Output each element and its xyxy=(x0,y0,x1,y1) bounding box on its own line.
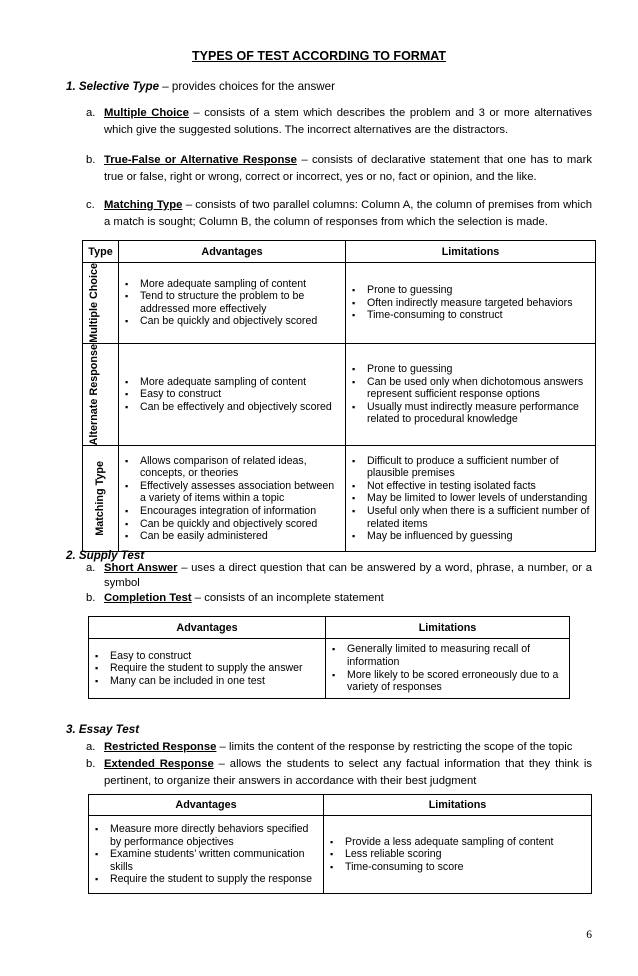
section-2-name: Supply Test xyxy=(78,549,145,562)
section-1-number: 1. xyxy=(66,80,76,93)
item-label: b. xyxy=(86,758,96,770)
section-1-item-c xyxy=(86,197,592,230)
header-limitations: Limitations xyxy=(346,241,596,263)
section-1-heading xyxy=(66,80,335,93)
list-item: ▪ Generally limited to measuring recall of information xyxy=(329,643,566,668)
item-label: c. xyxy=(86,199,95,211)
list-item: ▪ Usually must indirectly measure performance related to procedural knowledge xyxy=(349,401,592,426)
header-advantages: Advantages xyxy=(119,241,346,263)
list-item: ▪ Encourages integration of information xyxy=(122,505,342,518)
list-item: ▪ Can be quickly and objectively scored xyxy=(122,518,342,531)
list-item: ▪ Can be used only when dichotomous answers represent sufficient response options xyxy=(349,376,592,401)
item-label: b. xyxy=(86,154,96,166)
list-item: ▪ Useful only when there is a sufficient number of related items xyxy=(349,505,592,530)
section-3-item-b xyxy=(86,756,592,789)
list-item: ▪ Measure more directly behaviors specified by performance objectives xyxy=(92,823,320,848)
item-term: Matching Type xyxy=(104,199,183,211)
item-label: a. xyxy=(86,562,96,574)
list-item: ▪ May be limited to lower levels of understanding xyxy=(349,492,592,505)
item-term: True-False or Alternative Response xyxy=(104,154,297,166)
table-row xyxy=(83,263,596,344)
table-row xyxy=(89,639,570,699)
item-desc: – allows the students to select any factual information that they think is pertinent, to organize their answers in accordance with their best judgment xyxy=(104,758,592,787)
list-item: ▪ Time-consuming to score xyxy=(327,861,588,874)
item-label: a. xyxy=(86,741,96,753)
section-3-name: Essay Test xyxy=(78,723,140,736)
page-number: 6 xyxy=(586,929,592,941)
item-desc: – consists of declarative statement that one has to mark true or false, right or wrong, correct or incorrect, yes or no, fact or opinion, and the like. xyxy=(104,154,592,183)
header-advantages: Advantages xyxy=(89,795,324,816)
list-item: ▪ May be influenced by guessing xyxy=(349,530,592,543)
list-item: ▪ Effectively assesses association between a variety of items within a topic xyxy=(122,480,342,505)
list-item: ▪ Often indirectly measure targeted behaviors xyxy=(349,297,592,310)
header-limitations: Limitations xyxy=(326,617,570,639)
list-item: ▪ Allows comparison of related ideas, concepts, or theories xyxy=(122,455,342,480)
list-item: ▪ Easy to construct xyxy=(122,388,342,401)
section-3-heading xyxy=(66,723,139,736)
row-type: Alternate Response xyxy=(87,343,100,446)
section-3-number: 3. xyxy=(66,723,76,736)
table-row xyxy=(83,446,596,552)
list-item: ▪ Tend to structure the problem to be addressed more effectively xyxy=(122,290,342,315)
section-3-item-a xyxy=(86,739,592,756)
item-term: Multiple Choice xyxy=(104,107,189,119)
row-type: Matching Type xyxy=(93,461,106,537)
list-item: ▪ Can be effectively and objectively scored xyxy=(122,401,342,414)
essay-test-table xyxy=(88,794,592,894)
section-2-item-a xyxy=(86,561,592,591)
list-item: ▪ Less reliable scoring xyxy=(327,848,588,861)
row-type: Multiple Choice xyxy=(87,263,100,343)
item-desc: – limits the content of the response by restricting the scope of the topic xyxy=(216,741,573,753)
list-item: ▪ Prone to guessing xyxy=(349,284,592,297)
list-item: ▪ Many can be included in one test xyxy=(92,675,322,688)
list-item: ▪ Time-consuming to construct xyxy=(349,309,592,322)
item-desc: – consists of a stem which describes the problem and 3 or more alternatives which give the suggested solutions. The incorrect alternatives are the distractors. xyxy=(104,107,592,136)
section-1-name: Selective Type xyxy=(78,80,160,93)
list-item: ▪ Provide a less adequate sampling of content xyxy=(327,836,588,849)
item-term: Restricted Response xyxy=(104,741,217,753)
header-advantages: Advantages xyxy=(89,617,326,639)
item-desc: – consists of an incomplete statement xyxy=(191,592,384,604)
supply-test-table xyxy=(88,616,570,699)
list-item: ▪ Not effective in testing isolated facts xyxy=(349,480,592,493)
list-item: ▪ More likely to be scored erroneously due to a variety of responses xyxy=(329,669,566,694)
item-label: a. xyxy=(86,107,96,119)
list-item: ▪ Require the student to supply the answer xyxy=(92,662,322,675)
item-desc: – uses a direct question that can be answered by a word, phrase, a number, or a symbol xyxy=(104,562,592,589)
item-desc: – consists of two parallel columns: Column A, the column of premises from which a match is sought; Column B, the column of responses from which the selection is made. xyxy=(104,199,593,228)
list-item: ▪ Difficult to produce a sufficient number of plausible premises xyxy=(349,455,592,480)
list-item: ▪ Can be quickly and objectively scored xyxy=(122,315,342,328)
list-item: ▪ More adequate sampling of content xyxy=(122,278,342,291)
table-row xyxy=(89,816,592,894)
header-type: Type xyxy=(83,241,119,263)
list-item: ▪ Prone to guessing xyxy=(349,363,592,376)
selective-type-table xyxy=(82,240,596,552)
item-term: Completion Test xyxy=(104,592,192,604)
section-1-desc: – provides choices for the answer xyxy=(159,80,335,93)
list-item: ▪ More adequate sampling of content xyxy=(122,376,342,389)
section-2-number: 2. xyxy=(66,549,76,562)
list-item: ▪ Can be easily administered xyxy=(122,530,342,543)
section-1-item-a xyxy=(86,105,592,138)
item-label: b. xyxy=(86,592,96,604)
section-1-item-b xyxy=(86,152,592,185)
list-item: ▪ Easy to construct xyxy=(92,650,322,663)
list-item: ▪ Examine students’ written communication skills xyxy=(92,848,320,873)
page-title: TYPES OF TEST ACCORDING TO FORMAT xyxy=(192,49,446,63)
section-2-item-b xyxy=(86,590,592,607)
header-limitations: Limitations xyxy=(324,795,592,816)
item-term: Short Answer xyxy=(104,562,178,574)
item-term: Extended Response xyxy=(104,758,214,770)
table-row xyxy=(83,343,596,445)
list-item: ▪ Require the student to supply the response xyxy=(92,873,320,886)
